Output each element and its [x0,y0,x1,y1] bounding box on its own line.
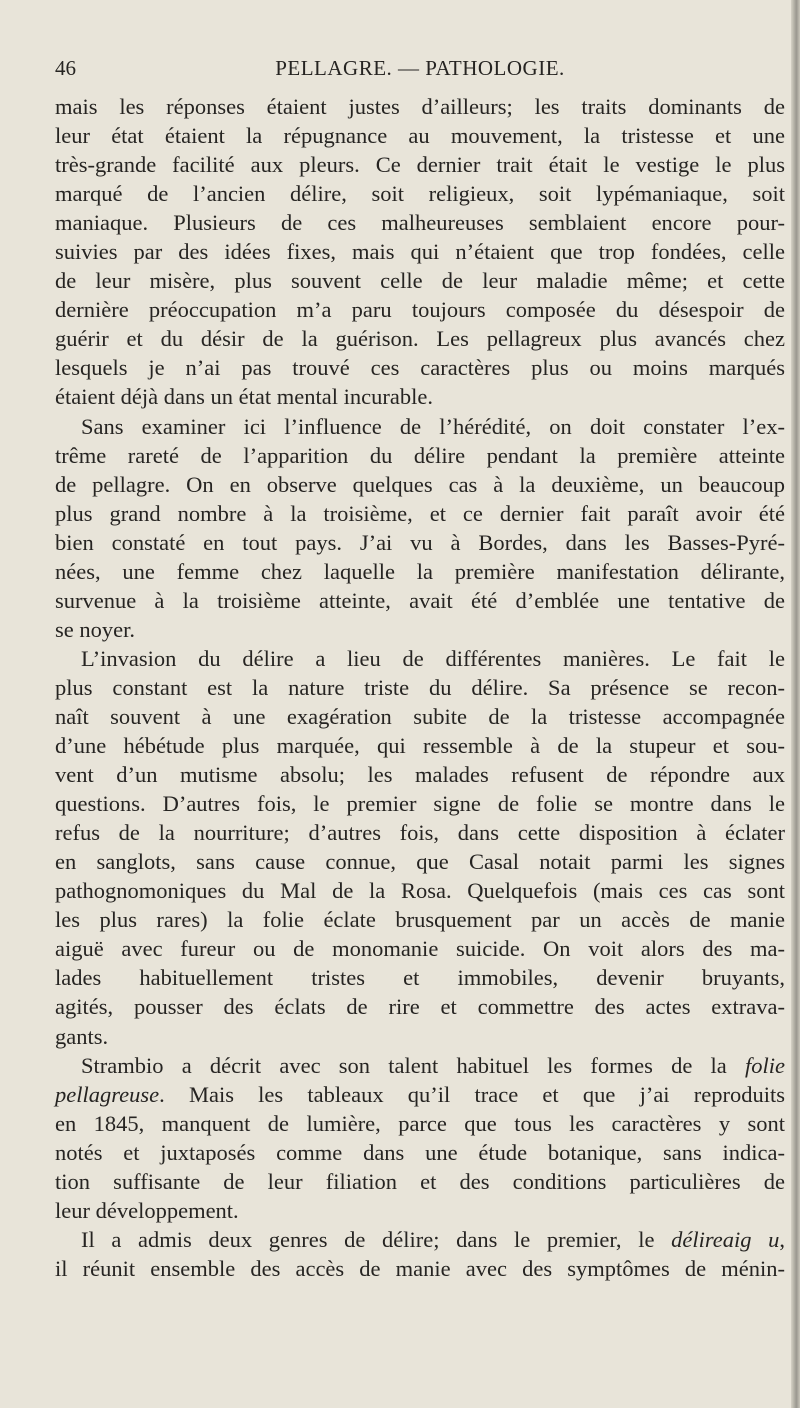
text-segment: très-grande facilité aux pleurs. Ce dernier trait était le vestige le plus [55,152,785,178]
text-line [55,731,785,760]
text-segment: mais les réponses étaient justes d’ailleurs; les traits dominants de [55,94,785,119]
text-segment: se noyer. [55,616,135,642]
text-line [55,963,785,992]
text-segment: marqué de l’ancien délire, soit religieux, soit lypémaniaque, soit [55,181,785,207]
text-line [55,557,785,586]
text-line [55,324,785,353]
text-segment: lades habituellement tristes et immobiles, devenir bruyants, [55,965,785,991]
text-segment: plus grand nombre à la troisième, et ce dernier fait paraît avoir été [55,500,785,526]
text-segment: il réunit ensemble des accès de manie avec des symptômes de ménin- [55,1255,785,1281]
text-line [55,382,785,411]
text-segment: trême rareté de l’apparition du délire pendant la première atteinte [55,442,785,468]
text-line [55,1080,785,1109]
text-line [55,1109,785,1138]
text-line [55,1196,785,1225]
text-line [55,499,785,528]
text-line [55,644,785,673]
text-segment: lesquels je n’ai pas trouvé ces caractères plus ou moins marqués [55,355,785,381]
page-number: 46 [55,56,76,80]
text-segment: dernière préoccupation m’a paru toujours composée du désespoir de [55,297,785,323]
text-line [55,1167,785,1196]
text-line [55,847,785,876]
text-segment: de pellagre. On en observe quelques cas à la deuxième, un beaucoup [55,471,785,497]
text-segment: agités, pousser des éclats de rire et commettre des actes extrava- [55,994,785,1020]
text-segment: Sans examiner ici l’influence de l’hérédité, on doit constater l’ex- [81,413,785,439]
text-line [55,353,785,382]
text-segment: naît souvent à une exagération subite de la tristesse accompagnée [55,703,785,729]
text-segment: notés et juxtaposés comme dans une étude botanique, sans indica- [55,1139,785,1165]
text-line [55,92,785,121]
text-segment: leur développement. [55,1197,239,1223]
text-line [55,905,785,934]
page-header [55,56,785,86]
text-segment: en sanglots, sans cause connue, que Casal notait parmi les signes [55,849,785,875]
text-segment: gants. [55,1023,109,1049]
text-line [55,208,785,237]
text-segment: refus de la nourriture; d’autres fois, dans cette disposition à éclater [55,820,785,846]
text-line [55,179,785,208]
italic-text: délireaig u [671,1226,780,1252]
text-line [55,121,785,150]
text-line [55,266,785,295]
text-line [55,237,785,266]
text-line [55,441,785,470]
body-text [55,92,785,1283]
text-line [55,1051,785,1080]
italic-text: pellagreuse [55,1081,160,1107]
text-segment: . Mais les tableaux qu’il trace et que j’ai reproduits [159,1081,785,1107]
text-line [55,1022,785,1051]
text-line [55,586,785,615]
running-title: PELLAGRE. — PATHOLOGIE. [275,56,565,80]
text-segment: d’une hébétude plus marquée, qui ressemble à de la stupeur et sou- [55,733,785,759]
text-line [55,1138,785,1167]
text-line [55,702,785,731]
text-line [55,615,785,644]
text-line [55,295,785,324]
text-line [55,412,785,441]
text-segment: tion suffisante de leur filiation et des conditions particulières de [55,1168,785,1194]
text-segment: Il a admis deux genres de délire; dans le premier, le [81,1226,672,1252]
text-segment: questions. D’autres fois, le premier signe de folie se montre dans le [55,791,785,817]
text-line [55,1225,785,1254]
text-segment: bien constaté en tout pays. J’ai vu à Bordes, dans les Basses-Pyré- [55,529,785,555]
text-segment: L’invasion du délire a lieu de différentes manières. Le fait le [81,645,785,671]
text-segment: étaient déjà dans un état mental incurable. [55,384,433,410]
page-edge-shadow [791,0,800,1408]
italic-text: folie [745,1052,785,1078]
text-line [55,992,785,1021]
text-line [55,818,785,847]
text-line [55,760,785,789]
text-segment: suivies par des idées fixes, mais qui n’étaient que trop fondées, celle [55,239,785,265]
text-segment: nées, une femme chez laquelle la première manifestation délirante, [55,558,785,584]
text-line [55,673,785,702]
text-line [55,934,785,963]
text-line [55,1254,785,1283]
text-line [55,528,785,557]
text-line [55,470,785,499]
text-line [55,876,785,905]
text-segment: leur état étaient la répugnance au mouvement, la tristesse et une [55,123,785,149]
text-segment: guérir et du désir de la guérison. Les pellagreux plus avancés chez [55,326,785,352]
text-segment: en 1845, manquent de lumière, parce que tous les caractères y sont [55,1110,785,1136]
text-segment: de leur misère, plus souvent celle de leur maladie même; et cette [55,268,785,294]
text-segment: Strambio a décrit avec son talent habituel les formes de la [81,1052,745,1078]
text-line [55,789,785,818]
text-segment: aiguë avec fureur ou de monomanie suicide. On voit alors des ma- [55,936,785,962]
text-segment: pathognomoniques du Mal de la Rosa. Quelquefois (mais ces cas sont [55,878,785,904]
text-segment: survenue à la troisième atteinte, avait été d’emblée une tentative de [55,587,785,613]
text-segment: vent d’un mutisme absolu; les malades refusent de répondre aux [55,762,785,788]
text-line [55,150,785,179]
text-segment: les plus rares) la folie éclate brusquement par un accès de manie [55,907,785,933]
text-segment: , [779,1226,785,1252]
text-segment: plus constant est la nature triste du délire. Sa présence se recon- [55,674,785,700]
text-segment: maniaque. Plusieurs de ces malheureuses semblaient encore pour- [55,210,785,236]
